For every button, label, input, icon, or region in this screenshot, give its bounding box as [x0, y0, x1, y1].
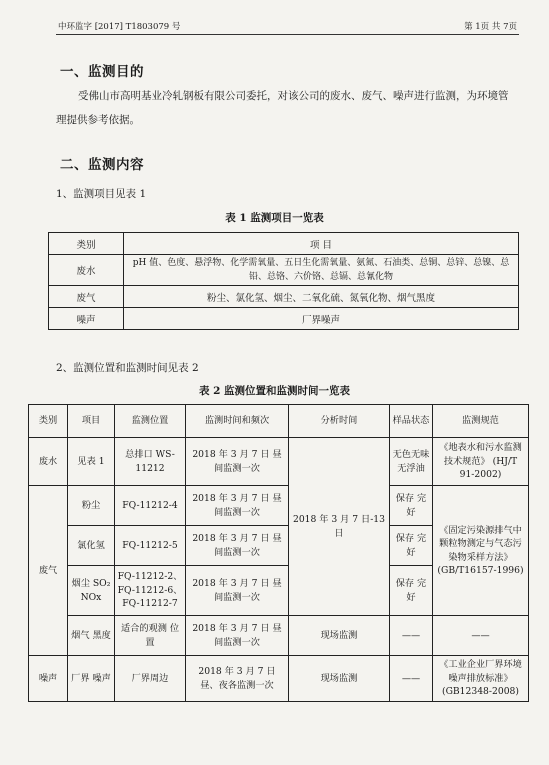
sample-cell: 保存 完好 — [390, 486, 433, 526]
item-cell: 氯化氢 — [68, 526, 115, 566]
page-number: 第 1页 共 7页 — [464, 22, 517, 32]
column-header: 监测位置 — [115, 405, 186, 438]
sample-cell: —— — [390, 656, 433, 702]
column-header: 监测规范 — [433, 405, 529, 438]
analysis-time-cell: 现场监测 — [289, 616, 390, 656]
table-row — [49, 255, 519, 286]
items-cell: 粉尘、氯化氢、烟尘、二氧化硫、氮氧化物、烟气黑度 — [124, 286, 519, 308]
item-cell: 烟尘 SO₂ NOx — [68, 566, 115, 616]
analysis-time-cell: 现场监测 — [289, 656, 390, 702]
category-cell: 废气 — [29, 486, 68, 656]
time-cell: 2018 年 3 月 7 日 昼间监测一次 — [186, 526, 289, 566]
column-header: 类别 — [49, 233, 124, 255]
page-header — [58, 20, 517, 32]
table-header-row — [49, 233, 519, 255]
sample-cell: —— — [390, 616, 433, 656]
location-cell: FQ-11212-2、FQ-11212-6、FQ-11212-7 — [115, 566, 186, 616]
subsection2-title: 2、监测位置和监测时间见表 2 — [56, 362, 199, 374]
header-rule — [56, 34, 519, 35]
category-cell: 废水 — [29, 438, 68, 486]
table-row — [29, 438, 529, 486]
category-cell: 噪声 — [29, 656, 68, 702]
sample-cell: 保存 完好 — [390, 566, 433, 616]
column-header: 项 目 — [124, 233, 519, 255]
items-cell: pH 值、色度、悬浮物、化学需氧量、五日生化需氧量、氨氮、石油类、总铜、总锌、总镍、总铅、总铬、六价铬、总镉、总氰化物 — [124, 255, 519, 286]
table1-monitoring-items — [48, 232, 519, 330]
items-cell: 厂界噪声 — [124, 308, 519, 330]
category-cell: 废气 — [49, 286, 124, 308]
standard-cell: 《地表水和污水监测技术规范》 (HJ/T 91-2002) — [433, 438, 529, 486]
category-cell: 废水 — [49, 255, 124, 286]
table-row — [49, 308, 519, 330]
column-header: 分析时间 — [289, 405, 390, 438]
analysis-time-cell: 2018 年 3 月 7 日-13 日 — [289, 438, 390, 616]
time-cell: 2018 年 3 月 7 日 昼间监测一次 — [186, 616, 289, 656]
table-row — [29, 486, 529, 526]
section2-title: 二、监测内容 — [60, 157, 144, 173]
column-header: 项目 — [68, 405, 115, 438]
table1-caption: 表 1 监测项目一览表 — [225, 212, 324, 224]
table-row — [29, 616, 529, 656]
location-cell: 总排口 WS-11212 — [115, 438, 186, 486]
column-header: 监测时间和频次 — [186, 405, 289, 438]
report-number: 中环监字 [2017] T1803079 号 — [58, 22, 181, 32]
column-header: 样品状态 — [390, 405, 433, 438]
item-cell: 厂界 噪声 — [68, 656, 115, 702]
table-header-row — [29, 405, 529, 438]
standard-cell: 《固定污染源排气中颗粒物测定与气态污染物采样方法》 (GB/T16157-1996) — [433, 486, 529, 616]
column-header: 类别 — [29, 405, 68, 438]
table-row — [49, 286, 519, 308]
time-cell: 2018 年 3 月 7 日 昼间监测一次 — [186, 438, 289, 486]
sample-cell: 保存 完好 — [390, 526, 433, 566]
section1-title: 一、监测目的 — [60, 64, 144, 80]
section1-text: 受佛山市高明基业冷轧钢板有限公司委托，对该公司的废水、废气、噪声进行监测，为环境管理提供参考依据。 — [56, 90, 509, 126]
section1-body — [56, 84, 518, 132]
subsection1-title: 1、监测项目见表 1 — [56, 188, 147, 200]
sample-cell: 无色无味 无浮油 — [390, 438, 433, 486]
location-cell: 厂界周边 — [115, 656, 186, 702]
item-cell: 粉尘 — [68, 486, 115, 526]
time-cell: 2018 年 3 月 7 日 昼间监测一次 — [186, 566, 289, 616]
location-cell: FQ-11212-4 — [115, 486, 186, 526]
table2-monitoring-schedule — [28, 404, 529, 702]
time-cell: 2018 年 3 月 7 日 昼间监测一次 — [186, 486, 289, 526]
standard-cell: 《工业企业厂界环境噪声排放标准》 (GB12348-2008) — [433, 656, 529, 702]
time-cell: 2018 年 3 月 7 日 昼、夜各监测一次 — [186, 656, 289, 702]
standard-cell: —— — [433, 616, 529, 656]
table-row — [29, 656, 529, 702]
location-cell: FQ-11212-5 — [115, 526, 186, 566]
table2-caption: 表 2 监测位置和监测时间一览表 — [198, 385, 351, 397]
category-cell: 噪声 — [49, 308, 124, 330]
item-cell: 烟气 黑度 — [68, 616, 115, 656]
location-cell: 适合的观测 位置 — [115, 616, 186, 656]
item-cell: 见表 1 — [68, 438, 115, 486]
